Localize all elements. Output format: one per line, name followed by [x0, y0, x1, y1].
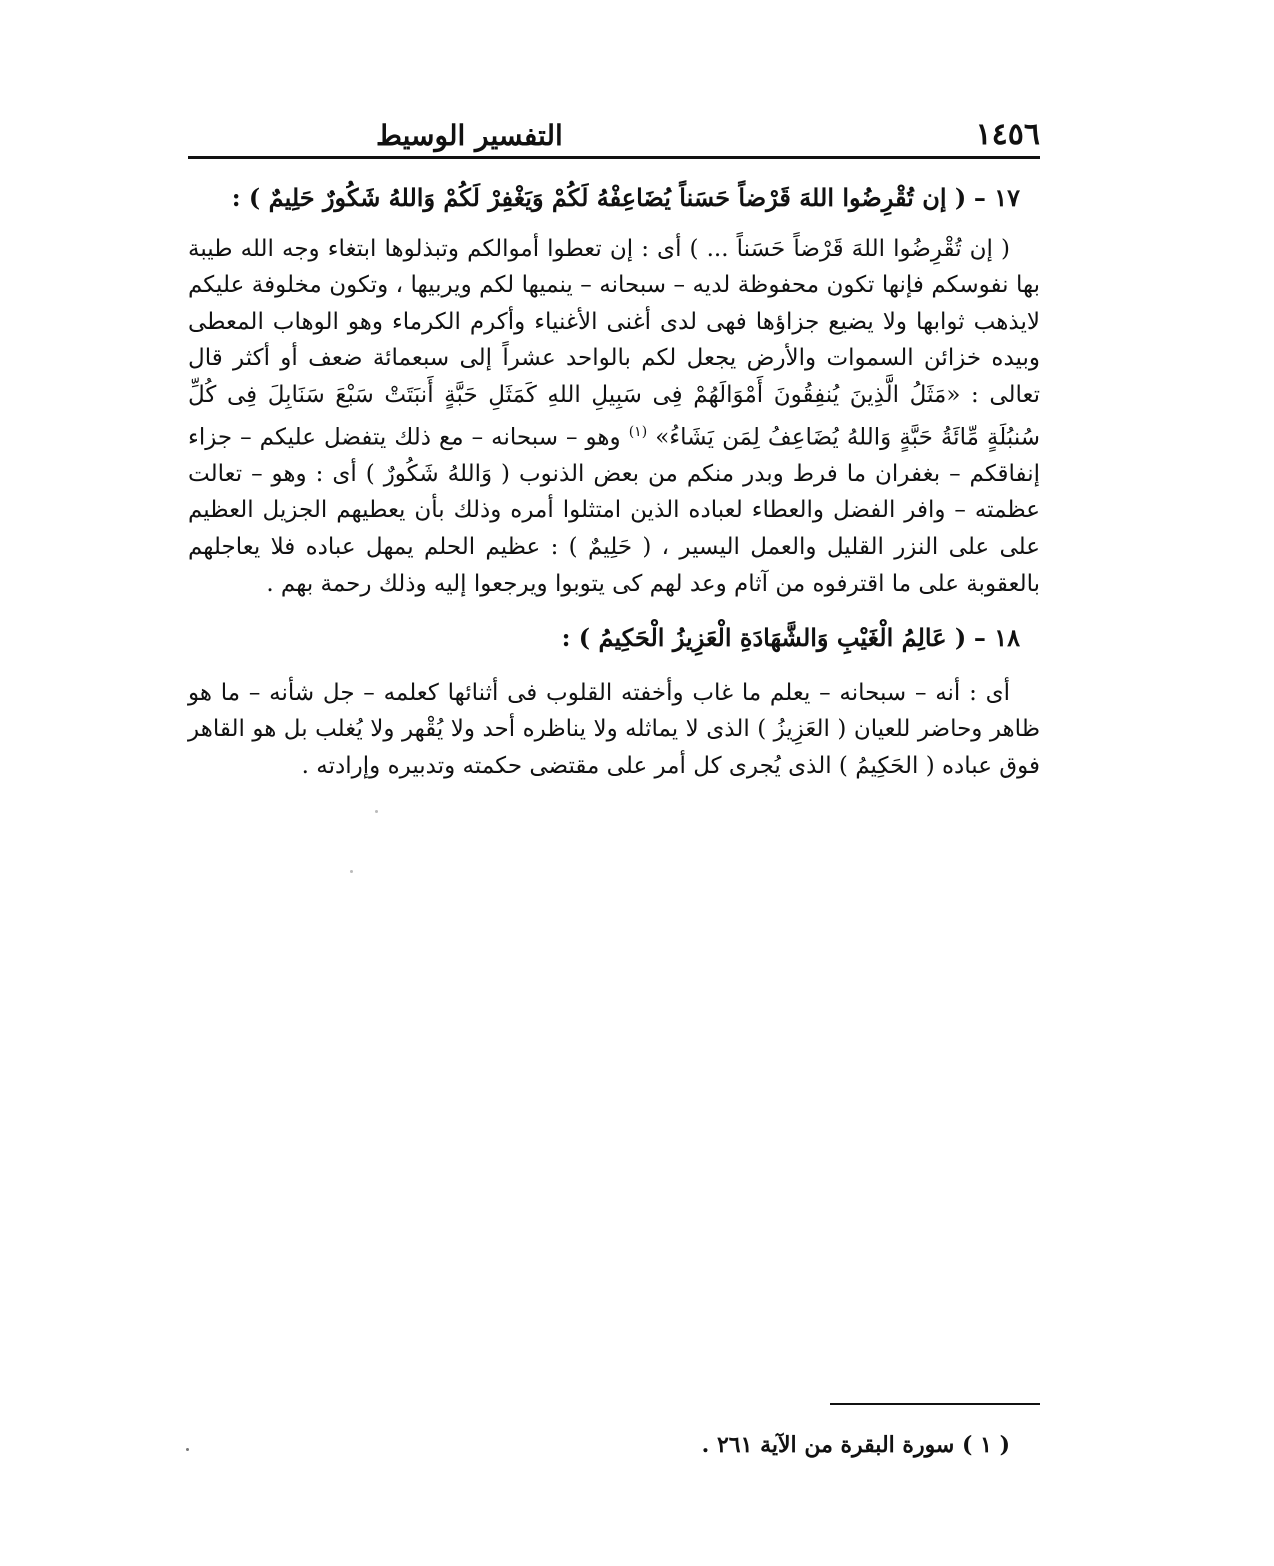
footnote-rule	[830, 1403, 1040, 1405]
verse-18-commentary: أى : أنه – سبحانه – يعلم ما غاب وأخفته القلوب فى أثنائها كعلمه – جل شأنه – ما هو ظاهر وحاضر للعيان ( العَزِيزُ ) الذى لا يماثله ولا يناظره أحد ولا يُقْهر ولا يُغلب بل هو القاهر فوق عباده ( الحَكِيمُ ) الذى يُجرى كل أمر على مقتضى حكمته وتدبيره وإرادته .	[188, 679, 1040, 779]
page-header	[188, 110, 1040, 152]
header-rule	[188, 156, 1040, 159]
footnote-marker: (١)	[628, 423, 648, 440]
page-number: ١٤٥٦	[975, 117, 1040, 152]
book-title: التفسير الوسيط	[376, 119, 563, 152]
footnote: ( ١ ) سورة البقرة من الآية ٢٦١ .	[701, 1432, 1010, 1458]
verse-18-quote: ( عَالِمُ الْغَيْبِ وَالشَّهَادَةِ الْعَزِيزُ الْحَكِيمُ ) :	[561, 623, 967, 653]
verse-17-commentary-part1: ( إن تُقْرِضُوا اللهَ قَرْضاً حَسَناً ... ) أى : إن تعطوا أموالكم وتبذلوها ابتغاء وجه الله طيبة بها نفوسكم فإنها تكون محفوظة لديه – سبحانه – ينميها لكم ويربيها ، وتكون مخلوفة عليكم لايذهب ثوابها ولا يضيع جزاؤها فهى لدى أغنى الأغنياء وأكرم الكرماء وهو الوهاب المعطى وبيده خزائن السموات والأرض يجعل لكم بالواحد عشراً إلى سبعمائة ضعف أو أكثر قال تعالى : «مَثَلُ الَّذِينَ يُنفِقُونَ أَمْوَالَهُمْ فِى سَبِيلِ اللهِ كَمَثَلِ حَبَّةٍ أَنبَتَتْ سَبْعَ سَنَابِلَ فِى كُلِّ سُنبُلَةٍ مِّائَةُ حَبَّةٍ وَاللهُ يُضَاعِفُ لِمَن يَشَاءُ»	[188, 235, 1041, 451]
verse-17-commentary	[188, 231, 1040, 603]
body-text	[188, 180, 1040, 785]
verse-17-number: ١٧ –	[973, 183, 1020, 212]
verse-17-commentary-part2: وهو – سبحانه – مع ذلك يتفضل عليكم – جزاء إنفاقكم – بغفران ما فرط وبدر منكم من بعض الذنوب ( وَاللهُ شَكُورٌ ) أى : وهو – تعالت عظمته – وافر الفضل والعطاء لعباده الذين امتثلوا أمره وذلك بأن يعطيهم الجزيل العظيم على على النزر القليل والعمل اليسير ، ( حَلِيمٌ ) : عظيم الحلم يمهل عباده فلا يعاجلهم بالعقوبة على ما اقترفوه من آثام وعد لهم كى يتوبوا ويرجعوا إليه وذلك رحمة بهم .	[188, 424, 1040, 597]
scan-speck	[375, 810, 378, 813]
verse-18-number: ١٨ –	[973, 623, 1020, 653]
scan-speck	[186, 1448, 189, 1451]
verse-17-heading	[188, 180, 1040, 217]
verse-17-quote: ( إن تُقْرِضُوا اللهَ قَرْضاً حَسَناً يُضَاعِفْهُ لَكُمْ وَيَغْفِرْ لَكُمْ وَاللهُ شَكُورٌ حَلِيمٌ ) :	[231, 183, 967, 212]
verse-18-heading	[188, 620, 1040, 657]
scan-speck	[350, 870, 353, 873]
